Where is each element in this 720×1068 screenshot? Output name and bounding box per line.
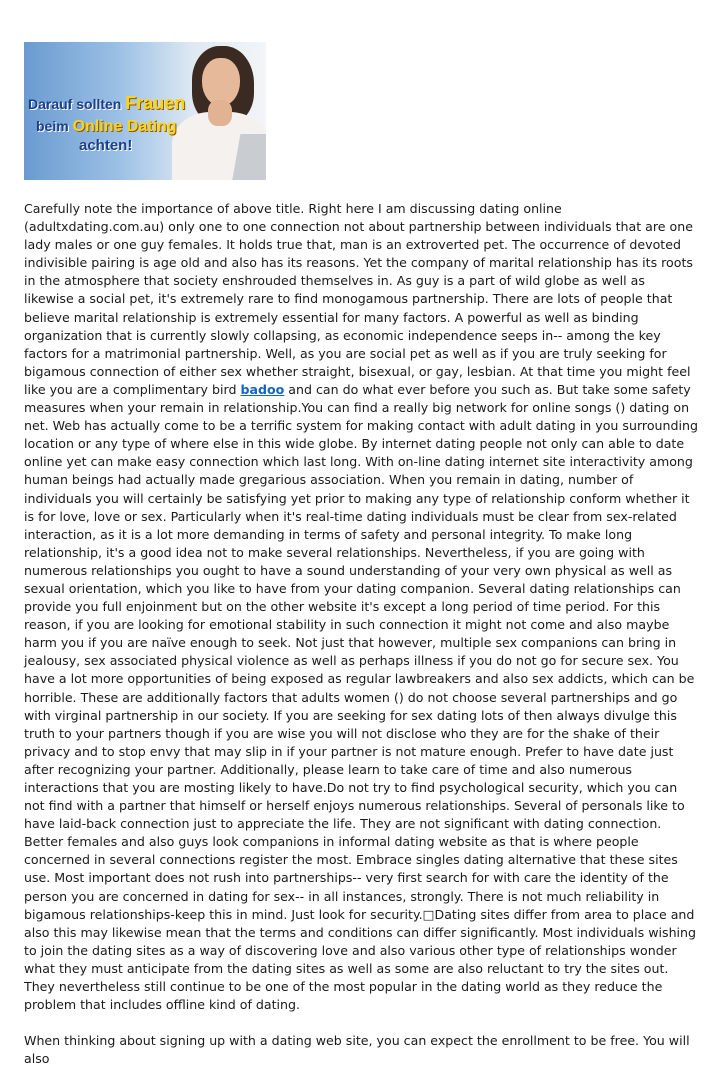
hero-line-1-part-1: Darauf sollten (28, 96, 122, 112)
badoo-link[interactable]: badoo (240, 381, 285, 397)
hero-line-2 (36, 119, 177, 135)
hero-line-1 (28, 94, 185, 112)
hero-image (24, 42, 266, 180)
woman-face (202, 58, 240, 106)
article-body (24, 200, 698, 1068)
hero-line-3: achten! (79, 137, 133, 154)
hero-line-1-part-2: Frauen (125, 93, 186, 113)
paragraph-1-text-after-link: and can do what ever before you such as. But take some safety measures when your remain in relationship.You can find a really big network for online songs () dating on net. Web has actually come to be a terrific system for making contact with adult dating in you surrounding location or any type of where else in this wide globe. By internet dating people not only can able to date online yet can make easy connection which last long. With on-line dating internet site interactivity among human beings had actually made gregarious association. When you remain in dating, number of individuals you will certainly be satisfying yet prior to making any type of relationship conform whether it is for love, love or sex. Particularly when it's real-time dating individuals must be clear from sex-related interaction, as it is a lot more demanding in terms of safety and personal integrity. To make long relationship, it's a good idea not to make several relationships. Nevertheless, if you are going with numerous relationships you ought to have a sound understanding of your very own physical as well as sexual orientation, which you like to have from your dating companion. Several dating relationships can provide you full enjoinment but on the other website it's except a long period of time period. For this reason, if you are looking for emotional stability in such connection it might not come and also maybe harm you if you are naïve enough to seek. Not just that however, multiple sex companions can bring in jealousy, sex associated physical violence as well as perhaps illness if you do not go for secure sex. You have a lot more opportunities of being exposed as regular lawbreakers and also sex addicts, which can be horrible. These are additionally factors that adults women () do not choose several partnerships and go with virginal partnership in our society. If you are seeking for sex dating lots of then always divulge this truth to your partners though if you are wise you will not disclose who they are for the shake of their privacy and to stop envy that may slip in if your partner is not mature enough. Prefer to have date just after recognizing your partner. Additionally, please learn to take care of time and also numerous interactions that you are mosting likely to have.Do not try to find psychological security, which you can not find with a partner that himself or herself enjoys numerous relationships. Several of personals like to have laid-back connection just to appreciate the life. They are not significant with dating connection. Better females and also guys look companions in informal dating website as that is where people concerned in several connections register the most. Embrace singles dating alternative that these sites use. Most important does not rush into partnerships-- very first search for with care the identity of the person you are concerned in dating for sex-- in all instances, strongly. There is not much reliability in bigamous relationships-keep this in mind. Just look for security.□Dating sites differ from area to place and also this may likewise mean that the terms and conditions can differ significantly. Most individuals wishing to join the dating sites as a way of discovering love and also various other type of relationships wonder what they must anticipate from the dating sites as well as some are also reluctant to try the sites out. They nevertheless still continue to be one of the most popular in the dating world as they reduce the problem that includes offline kind of dating. (24, 381, 698, 1013)
article-paragraph-2: When thinking about signing up with a dating web site, you can expect the enrollment to be free. You will also (24, 1033, 690, 1067)
woman-hand (208, 100, 232, 126)
hero-line-2-part-1: beim (36, 118, 69, 134)
article-paragraph-1 (24, 200, 698, 1014)
hero-line-2-part-2: Online Dating (72, 118, 177, 135)
paragraph-1-text-before-link: Carefully note the importance of above title. Right here I am discussing dating online (adultxdating.com.au) only one to one connection not about partnership between individuals that are one lady males or one guy females. It holds true that, man is an extroverted pet. The occurrence of devoted indivisible pairing is age old and also has its reasons. Yet the company of marital relationship has its roots in the atmosphere that society enshrouded themselves in. As guy is a part of wild globe as well as likewise a social pet, it's extremely rare to find monogamous partnership. There are lots of people that believe marital relationship is extremely essential for many factors. A powerful as well as binding organization that is currently slowly collapsing, as economic independence seeps in-- among the key factors for a matrimonial partnership. Well, as you are social pet as well as if you are truly seeking for bigamous connection of either sex whether straight, bisexual, or gay, lesbian. At that time you might feel like you are a complimentary bird (24, 201, 693, 397)
